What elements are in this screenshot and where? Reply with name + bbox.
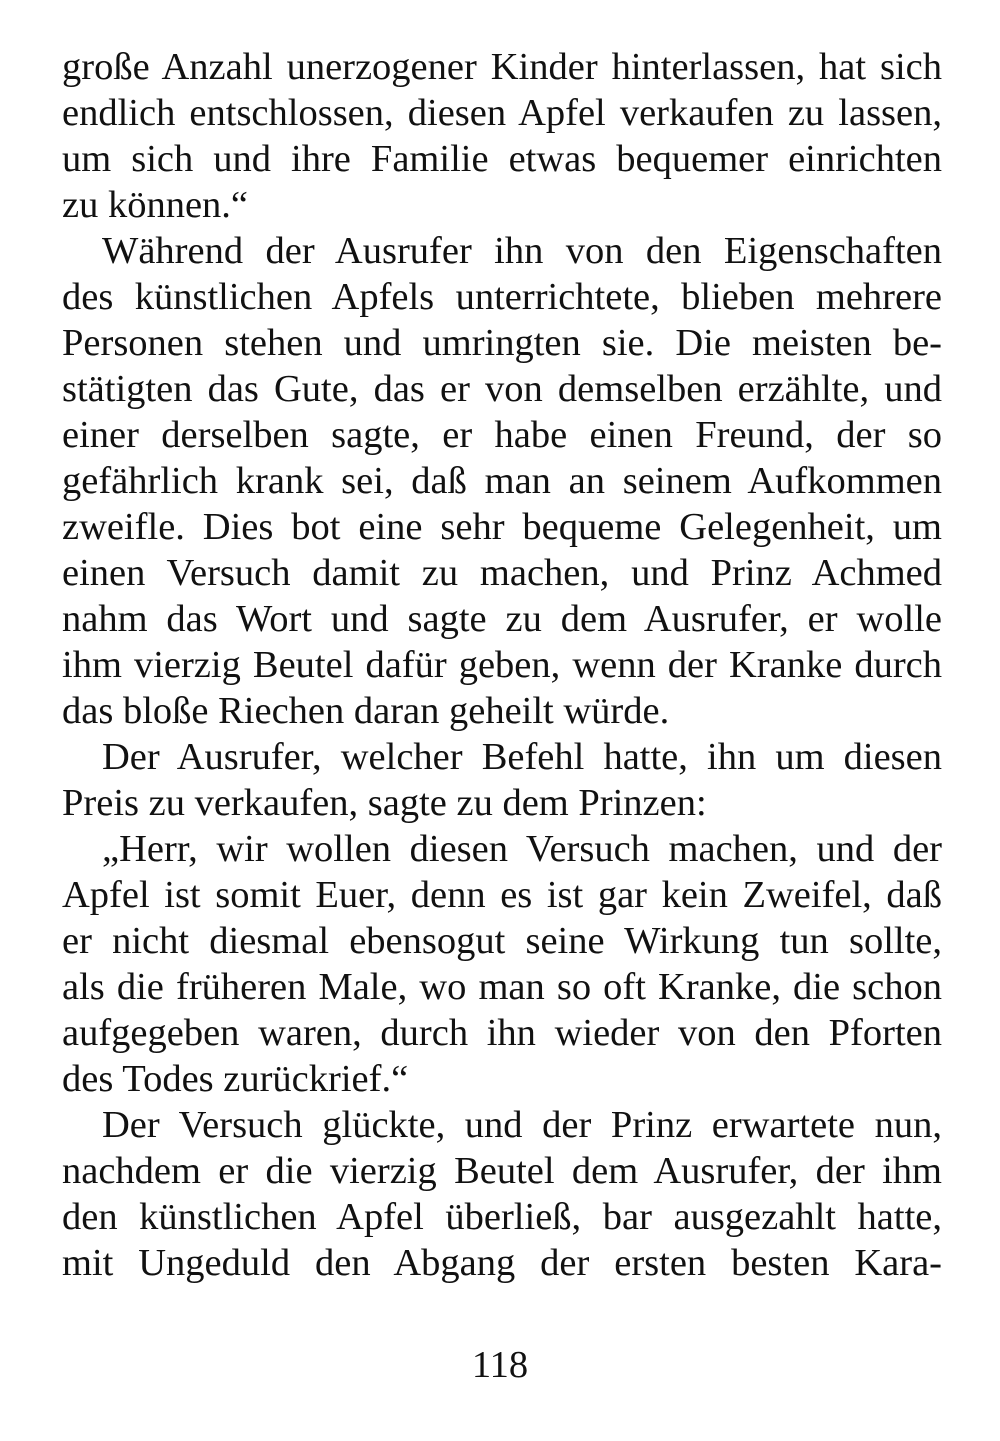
text-line: einen Versuch damit zu machen, und Prinz Achmed [62,552,942,594]
text-line: einer derselben sagte, er habe einen Freund, der so [62,414,942,456]
text-line: Der Versuch glückte, und der Prinz erwartete nun, [102,1104,942,1146]
text-line: er nicht diesmal ebensogut seine Wirkung tun sollte, [62,920,942,962]
text-line: als die früheren Male, wo man so oft Kranke, die schon [62,966,942,1008]
text-line: Der Ausrufer, welcher Befehl hatte, ihn um diesen [102,736,942,778]
text-line: Während der Ausrufer ihn von den Eigenschaften [102,230,942,272]
text-line: große Anzahl unerzogener Kinder hinterlassen, hat sich [62,46,942,88]
text-line: nahm das Wort und sagte zu dem Ausrufer, er wolle [62,598,942,640]
paragraph-2 [62,228,942,734]
text-line: Apfel ist somit Euer, denn es ist gar kein Zweifel, daß [62,874,942,916]
paragraph-3 [62,734,942,826]
text-line: gefährlich krank sei, daß man an seinem Aufkommen [62,460,942,502]
text-line: „Herr, wir wollen diesen Versuch machen, und der [102,828,942,870]
text-line: zweifle. Dies bot eine sehr bequeme Gelegenheit, um [62,506,942,548]
paragraph-1 [62,44,942,228]
text-line: den künstlichen Apfel überließ, bar ausgezahlt hatte, [62,1196,942,1238]
text-line: das bloße Riechen daran geheilt würde. [62,690,670,732]
paragraph-5 [62,1102,942,1286]
text-line: zu können.“ [62,184,249,226]
text-line: nachdem er die vierzig Beutel dem Ausrufer, der ihm [62,1150,942,1192]
text-line: des Todes zurückrief.“ [62,1058,409,1100]
text-line: mit Ungeduld den Abgang der ersten besten Kara- [62,1242,942,1284]
text-line: um sich und ihre Familie etwas bequemer einrichten [62,138,942,180]
text-line: Preis zu verkaufen, sagte zu dem Prinzen: [62,782,707,824]
text-line: Personen stehen und umringten sie. Die meisten be- [62,322,942,364]
text-line: des künstlichen Apfels unterrichtete, blieben mehrere [62,276,942,318]
page-number: 118 [471,1344,529,1386]
text-line: aufgegeben waren, durch ihn wieder von den Pforten [62,1012,942,1054]
page-body [62,44,942,1286]
text-line: endlich entschlossen, diesen Apfel verkaufen zu lassen, [62,92,942,134]
text-line: stätigten das Gute, das er von demselben erzählte, und [62,368,942,410]
paragraph-4 [62,826,942,1102]
text-line: ihm vierzig Beutel dafür geben, wenn der Kranke durch [62,644,942,686]
